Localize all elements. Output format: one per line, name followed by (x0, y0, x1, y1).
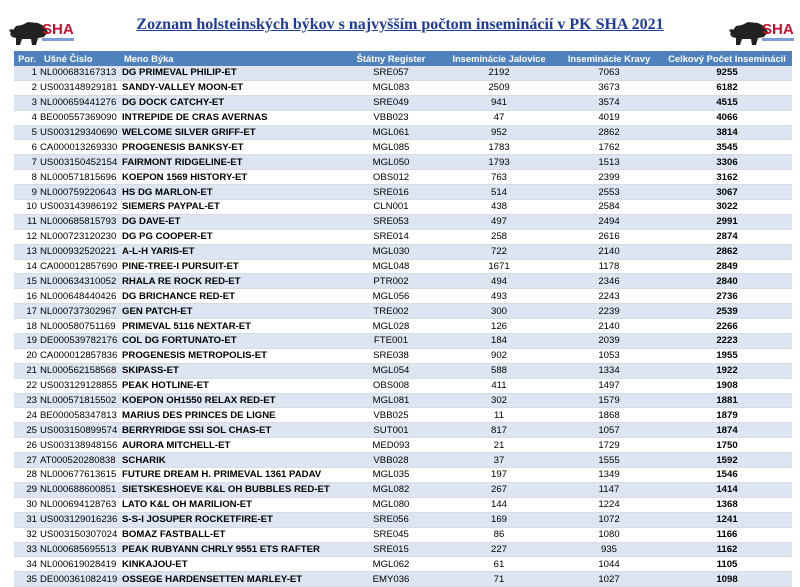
cell-poradie: 9 (14, 185, 40, 200)
cell-usne-cislo: BE000557369090 (40, 110, 120, 125)
cell-statny-register: SRE053 (340, 214, 442, 229)
cell-inseminacie-jalovice: 817 (442, 423, 556, 438)
cell-celkovy-pocet: 1922 (662, 363, 792, 378)
cell-usne-cislo: NL000677613615 (40, 468, 120, 483)
table-row (14, 170, 792, 185)
cell-inseminacie-jalovice: 411 (442, 378, 556, 393)
cell-poradie: 7 (14, 155, 40, 170)
cell-inseminacie-jalovice: 497 (442, 214, 556, 229)
cell-meno-byka: RHALA RE ROCK RED-ET (120, 274, 340, 289)
cell-celkovy-pocet: 1105 (662, 557, 792, 572)
cell-poradie: 35 (14, 572, 40, 587)
cell-usne-cislo: US003148929181 (40, 80, 120, 95)
cell-celkovy-pocet: 2266 (662, 319, 792, 334)
table-row (14, 185, 792, 200)
cell-meno-byka: PEAK RUBYANN CHRLY 9551 ETS RAFTER (120, 542, 340, 557)
cell-poradie: 14 (14, 259, 40, 274)
cell-inseminacie-kravy: 1027 (556, 572, 662, 587)
bulls-table (14, 51, 792, 587)
cell-celkovy-pocet: 2736 (662, 289, 792, 304)
cell-celkovy-pocet: 1955 (662, 348, 792, 363)
cell-statny-register: EMY036 (340, 572, 442, 587)
cell-usne-cislo: NL000688600851 (40, 482, 120, 497)
cell-inseminacie-jalovice: 494 (442, 274, 556, 289)
table-row (14, 244, 792, 259)
table-row (14, 274, 792, 289)
cell-usne-cislo: US003150307024 (40, 527, 120, 542)
cell-inseminacie-jalovice: 267 (442, 482, 556, 497)
cell-usne-cislo: NL000683167313 (40, 66, 120, 80)
cell-meno-byka: WELCOME SILVER GRIFF-ET (120, 125, 340, 140)
svg-text:SHA: SHA (762, 21, 794, 38)
column-header-meno-byka: Meno Býka (120, 51, 340, 66)
cell-celkovy-pocet: 1368 (662, 497, 792, 512)
cell-meno-byka: DG DOCK CATCHY-ET (120, 95, 340, 110)
cell-inseminacie-jalovice: 126 (442, 319, 556, 334)
cell-inseminacie-kravy: 2399 (556, 170, 662, 185)
cell-meno-byka: KINKAJOU-ET (120, 557, 340, 572)
cell-poradie: 28 (14, 468, 40, 483)
cell-inseminacie-jalovice: 11 (442, 408, 556, 423)
cell-inseminacie-kravy: 1762 (556, 140, 662, 155)
cell-meno-byka: KOEPON OH1550 RELAX RED-ET (120, 393, 340, 408)
cell-statny-register: MGL082 (340, 482, 442, 497)
cell-poradie: 16 (14, 289, 40, 304)
cell-poradie: 15 (14, 274, 40, 289)
table-row (14, 259, 792, 274)
cell-statny-register: MGL028 (340, 319, 442, 334)
page-title: Zoznam holsteinských býkov s najvyšším počtom inseminácií v PK SHA 2021 (136, 16, 664, 33)
cell-celkovy-pocet: 3306 (662, 155, 792, 170)
cell-statny-register: SRE015 (340, 542, 442, 557)
cell-inseminacie-kravy: 1349 (556, 468, 662, 483)
cell-statny-register: MGL062 (340, 557, 442, 572)
cell-inseminacie-kravy: 3574 (556, 95, 662, 110)
table-row (14, 214, 792, 229)
cell-statny-register: SRE056 (340, 512, 442, 527)
cell-meno-byka: DG PG COOPER-ET (120, 229, 340, 244)
cell-meno-byka: GEN PATCH-ET (120, 304, 340, 319)
cell-meno-byka: S-S-I JOSUPER ROCKETFIRE-ET (120, 512, 340, 527)
sha-logo-right (728, 14, 798, 48)
cell-poradie: 12 (14, 229, 40, 244)
cell-celkovy-pocet: 1881 (662, 393, 792, 408)
cell-statny-register: CLN001 (340, 200, 442, 215)
cell-inseminacie-jalovice: 184 (442, 334, 556, 349)
table-row (14, 572, 792, 587)
cell-inseminacie-jalovice: 227 (442, 542, 556, 557)
cell-inseminacie-kravy: 2243 (556, 289, 662, 304)
cell-usne-cislo: US003143986192 (40, 200, 120, 215)
cell-celkovy-pocet: 3545 (662, 140, 792, 155)
cell-inseminacie-jalovice: 438 (442, 200, 556, 215)
cell-inseminacie-kravy: 4019 (556, 110, 662, 125)
table-row (14, 95, 792, 110)
column-header-inseminacie-jalovice: Inseminácie Jalovice (442, 51, 556, 66)
cell-poradie: 29 (14, 482, 40, 497)
cell-inseminacie-kravy: 1057 (556, 423, 662, 438)
column-header-usne-cislo: Ušné Číslo (40, 51, 120, 66)
cell-inseminacie-kravy: 2346 (556, 274, 662, 289)
cell-statny-register: MGL081 (340, 393, 442, 408)
cell-statny-register: VBB023 (340, 110, 442, 125)
cell-usne-cislo: NL000580751169 (40, 319, 120, 334)
cell-meno-byka: SKIPASS-ET (120, 363, 340, 378)
table-row (14, 438, 792, 453)
cell-poradie: 3 (14, 95, 40, 110)
cell-statny-register: MGL035 (340, 468, 442, 483)
cell-poradie: 32 (14, 527, 40, 542)
cell-inseminacie-jalovice: 47 (442, 110, 556, 125)
cell-usne-cislo: US003129128855 (40, 378, 120, 393)
sha-logo-left (8, 14, 78, 48)
sha-logo-icon (728, 14, 798, 48)
cell-meno-byka: A-L-H YARIS-ET (120, 244, 340, 259)
cell-celkovy-pocet: 2862 (662, 244, 792, 259)
cell-inseminacie-kravy: 1555 (556, 453, 662, 468)
cell-poradie: 33 (14, 542, 40, 557)
cell-statny-register: OBS008 (340, 378, 442, 393)
cell-inseminacie-jalovice: 21 (442, 438, 556, 453)
cell-statny-register: VBB028 (340, 453, 442, 468)
cell-inseminacie-jalovice: 37 (442, 453, 556, 468)
table-row (14, 423, 792, 438)
table-row (14, 289, 792, 304)
cell-meno-byka: BERRYRIDGE SSI SOL CHAS-ET (120, 423, 340, 438)
cell-usne-cislo: NL000659441276 (40, 95, 120, 110)
cell-celkovy-pocet: 1241 (662, 512, 792, 527)
cell-poradie: 17 (14, 304, 40, 319)
cell-inseminacie-jalovice: 763 (442, 170, 556, 185)
cell-meno-byka: AURORA MITCHELL-ET (120, 438, 340, 453)
cell-inseminacie-jalovice: 2509 (442, 80, 556, 95)
cell-meno-byka: PRIMEVAL 5116 NEXTAR-ET (120, 319, 340, 334)
cell-inseminacie-jalovice: 197 (442, 468, 556, 483)
cell-inseminacie-jalovice: 71 (442, 572, 556, 587)
cell-statny-register: VBB025 (340, 408, 442, 423)
cell-inseminacie-jalovice: 302 (442, 393, 556, 408)
cell-usne-cislo: NL000634310052 (40, 274, 120, 289)
cell-inseminacie-jalovice: 941 (442, 95, 556, 110)
table-row (14, 110, 792, 125)
cell-poradie: 1 (14, 66, 40, 80)
cell-poradie: 22 (14, 378, 40, 393)
table-body (14, 66, 792, 587)
cell-usne-cislo: US003150452154 (40, 155, 120, 170)
cell-statny-register: FTE001 (340, 334, 442, 349)
cell-celkovy-pocet: 2849 (662, 259, 792, 274)
cell-statny-register: SRE057 (340, 66, 442, 80)
cell-statny-register: SRE045 (340, 527, 442, 542)
table-row (14, 408, 792, 423)
cell-celkovy-pocet: 1098 (662, 572, 792, 587)
table-row (14, 393, 792, 408)
cell-inseminacie-jalovice: 300 (442, 304, 556, 319)
cell-statny-register: MGL030 (340, 244, 442, 259)
cell-statny-register: TRE002 (340, 304, 442, 319)
cell-inseminacie-kravy: 1579 (556, 393, 662, 408)
cell-inseminacie-jalovice: 1671 (442, 259, 556, 274)
cell-meno-byka: LATO K&L OH MARILION-ET (120, 497, 340, 512)
cell-poradie: 2 (14, 80, 40, 95)
cell-celkovy-pocet: 9255 (662, 66, 792, 80)
cell-statny-register: SUT001 (340, 423, 442, 438)
cell-inseminacie-kravy: 1072 (556, 512, 662, 527)
cell-celkovy-pocet: 1750 (662, 438, 792, 453)
cell-meno-byka: HS DG MARLON-ET (120, 185, 340, 200)
table-row (14, 468, 792, 483)
cell-meno-byka: MARIUS DES PRINCES DE LIGNE (120, 408, 340, 423)
cell-celkovy-pocet: 3022 (662, 200, 792, 215)
cell-inseminacie-kravy: 7063 (556, 66, 662, 80)
table-row (14, 80, 792, 95)
table-row (14, 319, 792, 334)
cell-statny-register: MED093 (340, 438, 442, 453)
cell-inseminacie-jalovice: 258 (442, 229, 556, 244)
cell-meno-byka: PROGENESIS BANKSY-ET (120, 140, 340, 155)
cell-meno-byka: FAIRMONT RIDGELINE-ET (120, 155, 340, 170)
cell-celkovy-pocet: 3814 (662, 125, 792, 140)
cell-inseminacie-kravy: 1334 (556, 363, 662, 378)
cell-meno-byka: OSSEGE HARDENSETTEN MARLEY-ET (120, 572, 340, 587)
cell-statny-register: OBS012 (340, 170, 442, 185)
table-header-row (14, 51, 792, 66)
table-row (14, 497, 792, 512)
cell-inseminacie-kravy: 3673 (556, 80, 662, 95)
cell-meno-byka: INTREPIDE DE CRAS AVERNAS (120, 110, 340, 125)
cell-meno-byka: PROGENESIS METROPOLIS-ET (120, 348, 340, 363)
sha-logo-icon (8, 14, 78, 48)
cell-inseminacie-kravy: 1497 (556, 378, 662, 393)
cell-meno-byka: PINE-TREE-I PURSUIT-ET (120, 259, 340, 274)
cell-inseminacie-jalovice: 514 (442, 185, 556, 200)
cell-usne-cislo: NL000759220643 (40, 185, 120, 200)
cell-statny-register: MGL048 (340, 259, 442, 274)
cell-statny-register: SRE049 (340, 95, 442, 110)
cell-usne-cislo: AT000520280838 (40, 453, 120, 468)
cell-inseminacie-kravy: 2140 (556, 319, 662, 334)
cell-inseminacie-kravy: 1178 (556, 259, 662, 274)
cell-poradie: 13 (14, 244, 40, 259)
cell-inseminacie-kravy: 1729 (556, 438, 662, 453)
cell-meno-byka: DG DAVE-ET (120, 214, 340, 229)
cell-celkovy-pocet: 1162 (662, 542, 792, 557)
table-row (14, 453, 792, 468)
column-header-por: Por. (14, 51, 40, 66)
cell-usne-cislo: CA000012857690 (40, 259, 120, 274)
cell-celkovy-pocet: 2223 (662, 334, 792, 349)
cell-inseminacie-kravy: 2140 (556, 244, 662, 259)
cell-inseminacie-jalovice: 61 (442, 557, 556, 572)
cell-statny-register: MGL054 (340, 363, 442, 378)
cell-inseminacie-kravy: 2584 (556, 200, 662, 215)
cell-celkovy-pocet: 2874 (662, 229, 792, 244)
cell-usne-cislo: NL000932520221 (40, 244, 120, 259)
cell-meno-byka: FUTURE DREAM H. PRIMEVAL 1361 PADAV (120, 468, 340, 483)
cell-usne-cislo: NL000685695513 (40, 542, 120, 557)
cell-meno-byka: SCHARIK (120, 453, 340, 468)
table-row (14, 125, 792, 140)
cell-meno-byka: BOMAZ FASTBALL-ET (120, 527, 340, 542)
table-row (14, 378, 792, 393)
cell-inseminacie-kravy: 1513 (556, 155, 662, 170)
cell-usne-cislo: NL000737302967 (40, 304, 120, 319)
cell-poradie: 26 (14, 438, 40, 453)
cell-inseminacie-kravy: 1053 (556, 348, 662, 363)
cell-celkovy-pocet: 6182 (662, 80, 792, 95)
column-header-inseminacie-kravy: Inseminácie Kravy (556, 51, 662, 66)
cell-celkovy-pocet: 2991 (662, 214, 792, 229)
cell-usne-cislo: US003150899574 (40, 423, 120, 438)
cell-poradie: 10 (14, 200, 40, 215)
cell-inseminacie-kravy: 2616 (556, 229, 662, 244)
cell-inseminacie-jalovice: 86 (442, 527, 556, 542)
cell-usne-cislo: NL000571815696 (40, 170, 120, 185)
cell-inseminacie-jalovice: 1793 (442, 155, 556, 170)
cell-usne-cislo: CA000013269330 (40, 140, 120, 155)
cell-celkovy-pocet: 1414 (662, 482, 792, 497)
cell-usne-cislo: US003138948156 (40, 438, 120, 453)
table-row (14, 348, 792, 363)
cell-poradie: 27 (14, 453, 40, 468)
cell-usne-cislo: US003129340690 (40, 125, 120, 140)
cell-usne-cislo: BE000058347813 (40, 408, 120, 423)
cell-celkovy-pocet: 1546 (662, 468, 792, 483)
table-row (14, 140, 792, 155)
cell-meno-byka: PEAK HOTLINE-ET (120, 378, 340, 393)
table-row (14, 557, 792, 572)
cell-statny-register: SRE014 (340, 229, 442, 244)
cell-celkovy-pocet: 3067 (662, 185, 792, 200)
cell-meno-byka: DG BRICHANCE RED-ET (120, 289, 340, 304)
table-row (14, 66, 792, 80)
cell-celkovy-pocet: 1874 (662, 423, 792, 438)
cell-inseminacie-jalovice: 1783 (442, 140, 556, 155)
cell-inseminacie-jalovice: 2192 (442, 66, 556, 80)
cell-inseminacie-kravy: 935 (556, 542, 662, 557)
svg-text:SHA: SHA (42, 21, 74, 38)
cell-poradie: 25 (14, 423, 40, 438)
table-row (14, 512, 792, 527)
cell-usne-cislo: NL000562158568 (40, 363, 120, 378)
cell-usne-cislo: NL000685815793 (40, 214, 120, 229)
cell-meno-byka: SIEMERS PAYPAL-ET (120, 200, 340, 215)
cell-inseminacie-jalovice: 588 (442, 363, 556, 378)
table-row (14, 200, 792, 215)
cell-inseminacie-kravy: 2239 (556, 304, 662, 319)
cell-poradie: 11 (14, 214, 40, 229)
cell-inseminacie-kravy: 1224 (556, 497, 662, 512)
cell-poradie: 23 (14, 393, 40, 408)
cell-meno-byka: DG PRIMEVAL PHILIP-ET (120, 66, 340, 80)
cell-usne-cislo: NL000571815502 (40, 393, 120, 408)
cell-inseminacie-jalovice: 722 (442, 244, 556, 259)
cell-celkovy-pocet: 1879 (662, 408, 792, 423)
cell-inseminacie-kravy: 2494 (556, 214, 662, 229)
table-row (14, 482, 792, 497)
cell-statny-register: MGL085 (340, 140, 442, 155)
cell-poradie: 34 (14, 557, 40, 572)
table-row (14, 334, 792, 349)
cell-celkovy-pocet: 4066 (662, 110, 792, 125)
cell-usne-cislo: DE000361082419 (40, 572, 120, 587)
table-row (14, 527, 792, 542)
cell-poradie: 31 (14, 512, 40, 527)
cell-inseminacie-jalovice: 144 (442, 497, 556, 512)
cell-inseminacie-kravy: 1080 (556, 527, 662, 542)
cell-statny-register: MGL083 (340, 80, 442, 95)
cell-celkovy-pocet: 1592 (662, 453, 792, 468)
cell-usne-cislo: DE000539782176 (40, 334, 120, 349)
cell-celkovy-pocet: 2539 (662, 304, 792, 319)
cell-poradie: 20 (14, 348, 40, 363)
table-row (14, 229, 792, 244)
cell-statny-register: MGL061 (340, 125, 442, 140)
cell-inseminacie-jalovice: 493 (442, 289, 556, 304)
cell-poradie: 8 (14, 170, 40, 185)
cell-meno-byka: KOEPON 1569 HISTORY-ET (120, 170, 340, 185)
cell-usne-cislo: CA000012857836 (40, 348, 120, 363)
cell-inseminacie-kravy: 2039 (556, 334, 662, 349)
cell-statny-register: SRE038 (340, 348, 442, 363)
cell-usne-cislo: US003129016236 (40, 512, 120, 527)
cell-celkovy-pocet: 2840 (662, 274, 792, 289)
cell-poradie: 4 (14, 110, 40, 125)
cell-inseminacie-kravy: 1868 (556, 408, 662, 423)
cell-meno-byka: SIETSKESHOEVE K&L OH BUBBLES RED-ET (120, 482, 340, 497)
cell-poradie: 5 (14, 125, 40, 140)
cell-poradie: 30 (14, 497, 40, 512)
cell-meno-byka: SANDY-VALLEY MOON-ET (120, 80, 340, 95)
table-row (14, 304, 792, 319)
column-header-celkovy-pocet: Celkový Počet Inseminácií (662, 51, 792, 66)
cell-usne-cislo: NL000723120230 (40, 229, 120, 244)
cell-statny-register: SRE016 (340, 185, 442, 200)
table-row (14, 542, 792, 557)
cell-celkovy-pocet: 1908 (662, 378, 792, 393)
cell-poradie: 21 (14, 363, 40, 378)
cell-poradie: 18 (14, 319, 40, 334)
cell-inseminacie-kravy: 1044 (556, 557, 662, 572)
cell-usne-cislo: NL000619028419 (40, 557, 120, 572)
cell-inseminacie-kravy: 1147 (556, 482, 662, 497)
cell-inseminacie-kravy: 2553 (556, 185, 662, 200)
cell-usne-cislo: NL000648440426 (40, 289, 120, 304)
cell-statny-register: PTR002 (340, 274, 442, 289)
cell-celkovy-pocet: 3162 (662, 170, 792, 185)
cell-inseminacie-kravy: 2862 (556, 125, 662, 140)
cell-statny-register: MGL080 (340, 497, 442, 512)
cell-statny-register: MGL056 (340, 289, 442, 304)
cell-meno-byka: COL DG FORTUNATO-ET (120, 334, 340, 349)
cell-poradie: 19 (14, 334, 40, 349)
cell-celkovy-pocet: 1166 (662, 527, 792, 542)
cell-celkovy-pocet: 4515 (662, 95, 792, 110)
cell-usne-cislo: NL000694128763 (40, 497, 120, 512)
cell-inseminacie-jalovice: 169 (442, 512, 556, 527)
cell-statny-register: MGL050 (340, 155, 442, 170)
cell-poradie: 6 (14, 140, 40, 155)
column-header-statny-register: Štátny Register (340, 51, 442, 66)
cell-inseminacie-jalovice: 902 (442, 348, 556, 363)
table-row (14, 363, 792, 378)
table-row (14, 155, 792, 170)
cell-inseminacie-jalovice: 952 (442, 125, 556, 140)
cell-poradie: 24 (14, 408, 40, 423)
